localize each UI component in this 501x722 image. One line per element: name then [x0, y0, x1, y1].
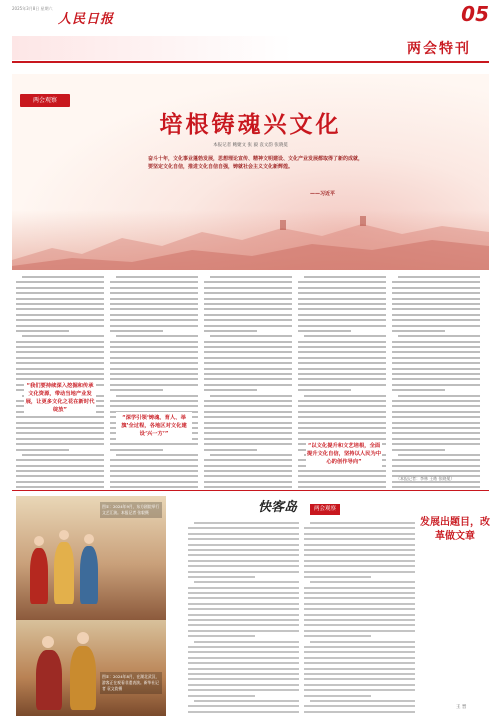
summary-author: ——习近平: [310, 191, 336, 197]
article-byline: 本报记者 鲍婕文 张 毅 袁文韵 张晓冕: [213, 143, 288, 148]
text-line: [210, 395, 292, 397]
text-line: [188, 711, 299, 713]
text-line: [204, 475, 292, 477]
text-line: [188, 678, 299, 680]
text-line: [392, 325, 480, 327]
text-line: [110, 470, 198, 472]
text-line: [304, 554, 415, 556]
text-line: [298, 475, 386, 477]
body-column-3: [204, 276, 292, 490]
text-line: [304, 592, 415, 594]
column-article-author: 王 晋: [456, 705, 467, 710]
text-line: [298, 411, 386, 413]
text-line: [304, 560, 415, 562]
text-line: [16, 459, 104, 461]
text-line: [188, 576, 255, 578]
text-line: [204, 341, 292, 343]
text-line: [16, 481, 104, 483]
text-line: [392, 330, 445, 332]
text-line: [16, 465, 104, 467]
text-line: [110, 378, 198, 380]
text-line: [304, 711, 415, 713]
text-line: [304, 565, 415, 567]
text-line: [298, 319, 386, 321]
text-line: [304, 544, 415, 546]
text-line: [392, 351, 480, 353]
text-line: [392, 465, 480, 467]
text-line: [188, 544, 299, 546]
article-headline: 培根铸魂兴文化: [159, 112, 342, 138]
text-line: [110, 330, 163, 332]
text-line: [188, 565, 299, 567]
text-line: [188, 533, 299, 535]
text-line: [304, 705, 415, 707]
text-line: [110, 389, 163, 391]
text-line: [204, 449, 257, 451]
newspaper-logo: 人民日报: [58, 12, 115, 27]
text-line: [188, 651, 299, 653]
text-line: [398, 335, 480, 337]
text-line: [304, 651, 415, 653]
text-line: [298, 298, 386, 300]
text-line: [16, 308, 104, 310]
text-line: [392, 438, 480, 440]
text-line: [110, 287, 198, 289]
text-line: [188, 657, 299, 659]
text-line: [392, 346, 480, 348]
text-line: [304, 662, 415, 664]
text-line: [392, 281, 480, 283]
text-line: [16, 314, 104, 316]
text-line: [304, 538, 415, 540]
text-line: [304, 533, 415, 535]
lead-banner: [12, 74, 489, 270]
text-line: [16, 341, 104, 343]
text-line: [298, 351, 386, 353]
text-line: [304, 395, 386, 397]
text-line: [110, 314, 198, 316]
text-line: [116, 395, 198, 397]
text-line: [392, 319, 480, 321]
text-line: [304, 587, 415, 589]
text-line: [188, 608, 299, 610]
text-line: [204, 427, 292, 429]
text-line: [298, 373, 386, 375]
text-line: [110, 341, 198, 343]
pull-quote-2: “深学引领‘铸魂、育人、举旗’全过程，各地区对文化建设‘兴一方’”: [116, 412, 192, 440]
text-line: [16, 443, 104, 445]
great-wall-illustration: [12, 210, 489, 270]
text-line: [204, 465, 292, 467]
text-line: [298, 287, 386, 289]
text-line: [392, 287, 480, 289]
text-line: [110, 465, 198, 467]
text-line: [188, 695, 255, 697]
text-line: [298, 470, 386, 472]
text-line: [204, 470, 292, 472]
text-line: [188, 635, 255, 637]
text-line: [204, 411, 292, 413]
text-line: [16, 373, 104, 375]
text-line: [16, 438, 104, 440]
text-line: [304, 576, 371, 578]
text-line: [304, 276, 386, 278]
text-line: [204, 432, 292, 434]
text-line: [110, 325, 198, 327]
column-logo: 快客岛: [258, 500, 298, 515]
text-line: [298, 422, 386, 424]
text-line: [298, 281, 386, 283]
column-end-note: （本报记者：李林 王皓 张晓冕）: [396, 476, 455, 481]
text-line: [188, 527, 299, 529]
text-line: [298, 481, 386, 483]
text-line: [16, 287, 104, 289]
text-line: [110, 384, 198, 386]
text-line: [204, 443, 292, 445]
text-line: [188, 673, 299, 675]
text-line: [16, 319, 104, 321]
text-line: [298, 303, 386, 305]
text-line: [188, 614, 299, 616]
text-line: [110, 449, 163, 451]
text-line: [204, 314, 292, 316]
pull-quote-3: “以文化提升和文艺培根，全面提升文化自信，坚持以人民为中心的创作导向”: [306, 440, 382, 468]
text-line: [392, 486, 480, 488]
text-line: [398, 276, 480, 278]
text-line: [304, 684, 415, 686]
text-line: [110, 373, 198, 375]
text-line: [392, 449, 445, 451]
text-line: [298, 389, 351, 391]
text-line: [188, 560, 299, 562]
text-line: [204, 438, 292, 440]
text-line: [188, 554, 299, 556]
text-line: [298, 308, 386, 310]
text-line: [304, 635, 371, 637]
text-line: [204, 368, 292, 370]
text-line: [304, 624, 415, 626]
text-line: [210, 454, 292, 456]
text-line: [392, 314, 480, 316]
text-line: [204, 325, 292, 327]
text-line: [392, 411, 480, 413]
text-line: [298, 416, 386, 418]
pull-quote-1: “我们要持续深入挖掘和传承文化资源，带动当地产业发展，让更多文化之花在新时代绽放”: [24, 380, 96, 416]
text-line: [310, 641, 415, 643]
text-line: [188, 646, 299, 648]
text-line: [188, 624, 299, 626]
text-line: [16, 368, 104, 370]
text-line: [210, 335, 292, 337]
column-article-title: 发展出题目，改革做文章: [420, 517, 490, 542]
text-line: [392, 400, 480, 402]
text-line: [392, 389, 445, 391]
text-line: [210, 276, 292, 278]
text-line: [188, 662, 299, 664]
text-line: [16, 351, 104, 353]
text-line: [22, 454, 104, 456]
text-line: [16, 330, 69, 332]
text-line: [204, 486, 292, 488]
text-line: [298, 384, 386, 386]
text-line: [392, 405, 480, 407]
text-line: [204, 362, 292, 364]
text-line: [204, 357, 292, 359]
text-line: [204, 287, 292, 289]
text-line: [392, 308, 480, 310]
text-line: [188, 689, 299, 691]
text-line: [392, 422, 480, 424]
text-line: [298, 292, 386, 294]
text-line: [392, 292, 480, 294]
text-line: [110, 298, 198, 300]
text-line: [304, 673, 415, 675]
text-line: [304, 630, 415, 632]
text-line: [110, 346, 198, 348]
text-line: [204, 389, 257, 391]
article-summary: 奋斗十年，文化事业蓬勃发展，思想理论宣传、精神文明建设、文化产业发展都取得了新的成就，要坚定文化自信，推进文化自信自强，铸就社会主义文化新辉煌。: [148, 156, 364, 170]
text-line: [110, 292, 198, 294]
text-line: [298, 432, 386, 434]
text-line: [204, 378, 292, 380]
text-line: [398, 454, 480, 456]
header-date: 2025年3月8日 星期六: [12, 6, 53, 11]
text-line: [204, 308, 292, 310]
text-line: [392, 378, 480, 380]
text-line: [304, 335, 386, 337]
text-line: [204, 384, 292, 386]
text-line: [392, 373, 480, 375]
text-line: [392, 416, 480, 418]
text-line: [194, 700, 299, 702]
text-line: [110, 319, 198, 321]
text-line: [16, 303, 104, 305]
text-line: [188, 668, 299, 670]
text-line: [204, 346, 292, 348]
text-line: [392, 303, 480, 305]
text-line: [310, 700, 415, 702]
text-line: [204, 292, 292, 294]
text-line: [298, 427, 386, 429]
header-rule: [12, 61, 489, 63]
text-line: [110, 362, 198, 364]
text-line: [188, 597, 299, 599]
text-line: [110, 303, 198, 305]
text-line: [392, 341, 480, 343]
text-line: [392, 368, 480, 370]
text-line: [304, 646, 415, 648]
text-line: [204, 319, 292, 321]
text-line: [110, 351, 198, 353]
text-line: [110, 357, 198, 359]
text-line: [188, 538, 299, 540]
body-column-5: [392, 276, 480, 490]
text-line: [298, 378, 386, 380]
text-line: [16, 416, 104, 418]
text-line: [16, 486, 104, 488]
text-line: [304, 603, 415, 605]
column-article-text-2: [304, 522, 415, 718]
header-strip: [12, 36, 292, 60]
text-line: [298, 405, 386, 407]
text-line: [298, 341, 386, 343]
text-line: [110, 400, 198, 402]
text-line: [16, 362, 104, 364]
text-line: [304, 597, 415, 599]
text-line: [204, 400, 292, 402]
text-line: [204, 405, 292, 407]
text-line: [392, 432, 480, 434]
text-line: [298, 346, 386, 348]
text-line: [188, 630, 299, 632]
text-line: [310, 581, 415, 583]
text-line: [304, 549, 415, 551]
text-line: [204, 330, 257, 332]
page-number: 05: [461, 2, 489, 26]
text-line: [116, 276, 198, 278]
text-line: [392, 384, 480, 386]
text-line: [110, 308, 198, 310]
text-line: [298, 486, 386, 488]
text-line: [204, 351, 292, 353]
text-line: [298, 325, 386, 327]
text-line: [392, 298, 480, 300]
text-line: [188, 587, 299, 589]
text-line: [22, 335, 104, 337]
text-line: [392, 357, 480, 359]
performance-photo-2: [16, 620, 166, 716]
text-line: [188, 571, 299, 573]
text-line: [16, 427, 104, 429]
text-line: [304, 619, 415, 621]
text-line: [16, 357, 104, 359]
text-line: [116, 335, 198, 337]
photo-caption-1: 图①：2024年9月，东方剧院举行文艺汇演。本报记者 张毅摄: [100, 502, 162, 518]
text-line: [304, 668, 415, 670]
text-line: [204, 416, 292, 418]
text-line: [204, 422, 292, 424]
text-line: [16, 346, 104, 348]
text-line: [194, 641, 299, 643]
text-line: [116, 454, 198, 456]
text-line: [204, 459, 292, 461]
section-title: 两会特刊: [407, 41, 471, 57]
text-line: [298, 400, 386, 402]
text-line: [392, 470, 480, 472]
text-line: [16, 432, 104, 434]
text-line: [304, 608, 415, 610]
text-line: [298, 362, 386, 364]
text-line: [304, 689, 415, 691]
text-line: [298, 368, 386, 370]
text-line: [110, 475, 198, 477]
text-line: [16, 475, 104, 477]
text-line: [16, 422, 104, 424]
photo-caption-2: 图②：2024年8月，在湖北武汉，游客正在观看非遗表演。新华社记者 袁文韵摄: [100, 672, 162, 694]
text-line: [110, 486, 198, 488]
text-line: [304, 614, 415, 616]
performance-photo-1: [16, 496, 166, 620]
text-line: [110, 368, 198, 370]
column-masthead: [258, 496, 374, 516]
text-line: [310, 522, 415, 524]
text-line: [188, 603, 299, 605]
text-line: [188, 684, 299, 686]
text-line: [392, 362, 480, 364]
text-line: [110, 481, 198, 483]
text-line: [16, 298, 104, 300]
text-line: [22, 276, 104, 278]
text-line: [204, 281, 292, 283]
text-line: [298, 357, 386, 359]
column-article-text-1: [188, 522, 299, 718]
text-line: [16, 281, 104, 283]
text-line: [204, 481, 292, 483]
text-line: [304, 657, 415, 659]
text-line: [392, 443, 480, 445]
text-line: [188, 705, 299, 707]
text-line: [298, 330, 351, 332]
text-line: [298, 314, 386, 316]
text-line: [304, 527, 415, 529]
text-line: [16, 470, 104, 472]
text-line: [304, 678, 415, 680]
text-line: [398, 395, 480, 397]
text-line: [392, 459, 480, 461]
text-line: [16, 449, 69, 451]
text-line: [304, 695, 371, 697]
text-line: [110, 459, 198, 461]
text-line: [110, 281, 198, 283]
section-divider: [12, 490, 489, 491]
text-line: [110, 405, 198, 407]
text-line: [194, 522, 299, 524]
text-line: [188, 619, 299, 621]
text-line: [304, 571, 415, 573]
text-line: [188, 549, 299, 551]
text-line: [204, 373, 292, 375]
text-line: [204, 298, 292, 300]
text-line: [204, 303, 292, 305]
body-column-2: [110, 276, 198, 490]
text-line: [110, 443, 198, 445]
text-line: [16, 325, 104, 327]
text-line: [188, 592, 299, 594]
text-line: [194, 581, 299, 583]
section-badge: 两会观察: [20, 94, 70, 107]
column-tag: 两会观察: [310, 504, 340, 515]
text-line: [16, 292, 104, 294]
text-line: [392, 427, 480, 429]
